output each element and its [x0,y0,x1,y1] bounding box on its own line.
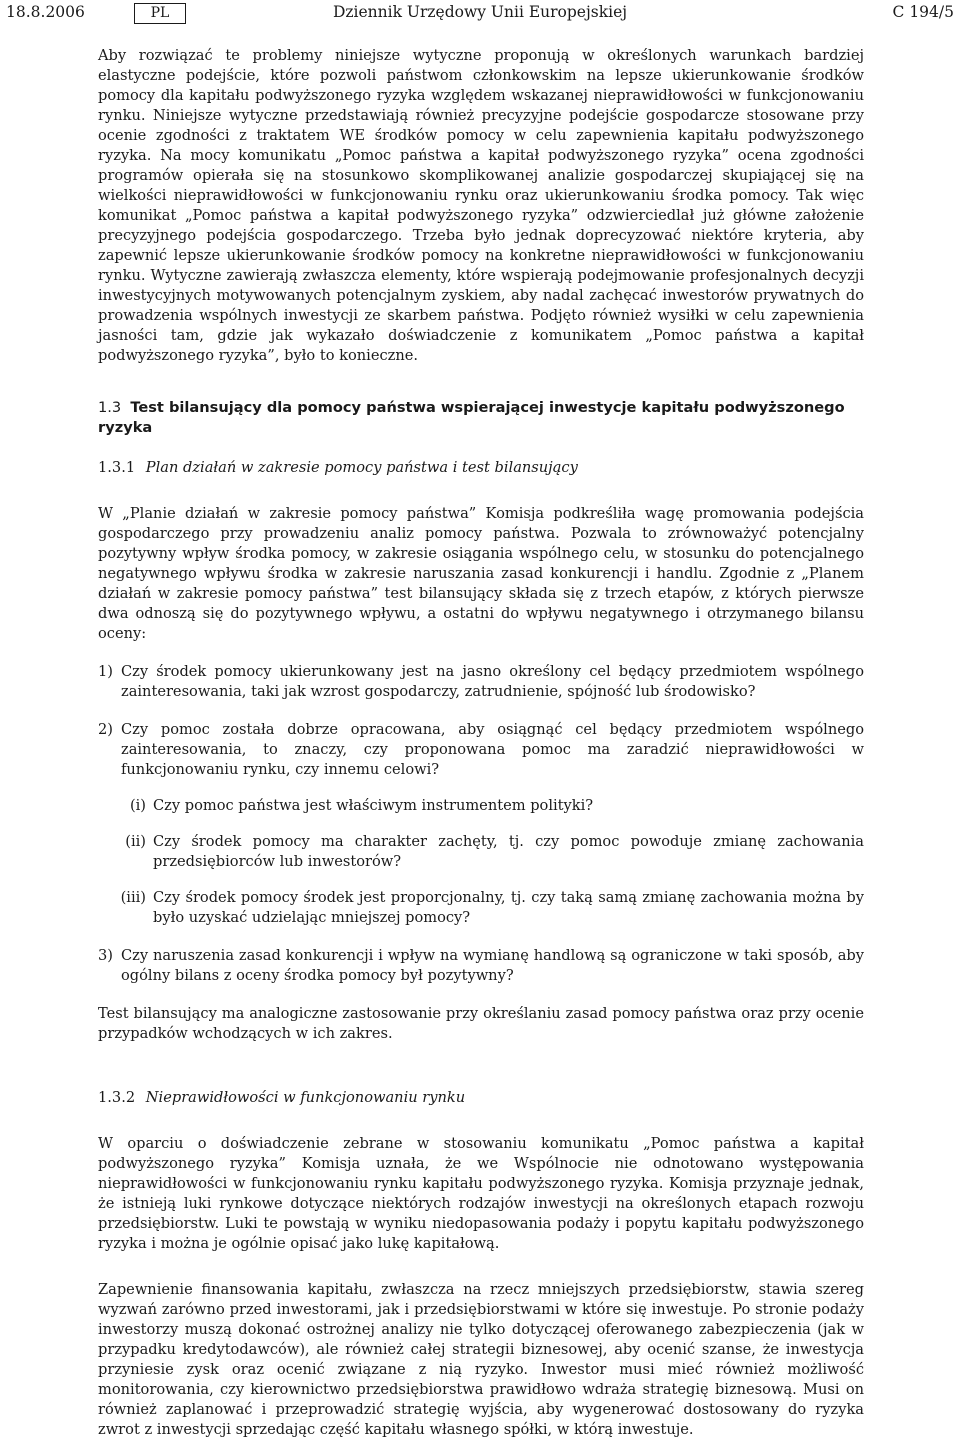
section-heading-1-3 [98,398,864,438]
list-text: Czy środek pomocy ukierunkowany jest na jasno określony cel będący przedmiotem wspólnego zainteresowania, taki jak wzrost gospodarczy, zatrudnienie, spójność lub środowisko? [121,663,864,700]
paragraph: Zapewnienie finansowania kapitału, zwłaszcza na rzecz mniejszych przedsiębiorstw, stawia szereg wyzwań zarówno przed inwestorami, jak i przedsiębiorstwami w które się inwestuje. Po stronie podaży inwestorzy muszą dokonać ostrożnej analizy nie tylko dotyczącej oferowanego zabezpieczenia (jak w przypadku kredytodawców), ale również całej strategii biznesowej, aby ocenić szanse, że inwestycja przyniesie zysk oraz ocenić związane z nią ryzyko. Inwestor musi mieć również możliwość monitorowania, czy kierownictwo przedsiębiorstwa prawidłowo wdraża strategię biznesową. Musi on również zaplanować i przeprowadzić strategię wyjścia, aby wygenerować dostosowany do ryzyka zwrot z inwestycji sprzedając część kapitału własnego spółki, w którą inwestuje. [98,1281,864,1438]
page-number: C 194/5 [892,3,954,21]
journal-title: Dziennik Urzędowy Unii Europejskiej [332,3,628,21]
list-text: Czy naruszenia zasad konkurencji i wpływ na wymianę handlową są ograniczone w taki sposób, aby ogólny bilans z oceny środka pomocy był pozytywny? [121,947,864,984]
sub-list-text: Czy środek pomocy środek jest proporcjonalny, tj. czy taką samą zmianę zachowania można by było uzyskać udzielając mniejszej pomocy? [153,889,864,926]
section-title: Plan działań w zakresie pomocy państwa i test bilansujący [145,459,578,476]
paragraph: W „Planie działań w zakresie pomocy państwa” Komisja podkreśliła wagę promowania podejścia gospodarczego przy prowadzeniu analiz pomocy państwa. Pozwala to zrównoważyć potencjalny pozytywny wpływ środka pomocy, w zakresie osiągania wspólnego celu, w stosunku do potencjalnego negatywnego wpływu środka w zakresie naruszania zasad konkurencji i handlu. Zgodnie z „Planem działań w zakresie pomocy państwa” test bilansujący składa się z trzech etapów, z których pierwsze dwa odnoszą się do pozytywnego wpływu, a ostatni do wpływu negatywnego i otrzymanego bilansu oceny: [98,505,864,642]
sub-list-item [98,832,864,872]
sub-list-text: Czy pomoc państwa jest właściwym instrumentem polityki? [153,797,594,814]
section-title: Nieprawidłowości w funkcjonowaniu rynku [145,1089,466,1106]
list-number: 1) [98,663,113,680]
paragraph: W oparciu o doświadczenie zebrane w stosowaniu komunikatu „Pomoc państwa a kapitał podwyższonego ryzyka” Komisja uznała, że we Wspólnocie nie odnotowano występowania nieprawidłowości w funkcjonowaniu rynku kapitału podwyższonego ryzyka. Komisja przyznaje jednak, że istnieją luki rynkowe dotyczące niektórych rodzajów inwestycji na określonych etapach rozwoju przedsiębiorstw. Luki te powstają w wyniku niedopasowania podaży i popytu kapitału podwyższonego ryzyka i można je ogólnie opisać jako lukę kapitałową. [98,1135,864,1252]
section-title: Test bilansujący dla pomocy państwa wspierającej inwestycje kapitału podwyższonego ryzyka [98,399,845,436]
section-number: 1.3 [98,399,122,416]
list-number: 2) [98,721,113,738]
list-text: Czy pomoc została dobrze opracowana, aby osiągnąć cel będący przedmiotem wspólnego zainteresowania, to znaczy, czy proponowana pomoc ma zaradzić nieprawidłowości w funkcjonowaniu rynku, czy innemu celowi? [121,721,864,778]
sub-list-text: Czy środek pomocy ma charakter zachęty, tj. czy pomoc powoduje zmianę zachowania przedsiębiorców lub inwestorów? [153,833,864,870]
list-number: 3) [98,947,113,964]
section-heading-1-3-2 [98,1088,864,1108]
sub-list-item [98,796,864,816]
sub-list-item [98,888,864,928]
publication-date: 18.8.2006 [6,3,85,21]
paragraph: Test bilansujący ma analogiczne zastosowanie przy określaniu zasad pomocy państwa oraz przy ocenie przypadków wchodzących w ich zakres. [98,1005,864,1042]
sub-list-number: (i) [129,797,146,814]
intro-paragraph: Aby rozwiązać te problemy niniejsze wytyczne proponują w określonych warunkach bardziej elastyczne podejście, które pozwoli państwom członkowskim na lepsze ukierunkowanie środków pomocy dla kapitału podwyższonego ryzyka względem wskazanej nieprawidłowości w funkcjonowaniu rynku. Niniejsze wytyczne przedstawiają również precyzyjne podejście gospodarcze stosowane przy ocenie zgodności z traktatem WE środków pomocy w celu zapewnienia kapitału podwyższonego ryzyka. Na mocy komunikatu „Pomoc państwa a kapitał podwyższonego ryzyka” ocena zgodności programów opierała się na stosunkowo skomplikowanej analizie gospodarczej skupiającej się na wielkości nieprawidłowości w funkcjonowaniu rynku oraz ukierunkowaniu środka pomocy. Tak więc komunikat „Pomoc państwa a kapitał podwyższonego ryzyka” odzwierciedlał już główne założenie precyzyjnego podejścia gospodarczego. Trzeba było jednak doprecyzować niektóre kryteria, aby zapewnić lepsze ukierunkowanie środków pomocy na konkretne nieprawidłowości w funkcjonowaniu rynku. Wytyczne zawierają zwłaszcza elementy, które wspierają podejmowanie profesjonalnych decyzji inwestycyjnych motywowanych potencjalnym zyskiem, aby nadal zachęcać inwestorów prywatnych do prowadzenia wspólnych inwestycji ze skarbem państwa. Podjęto również wysiłki w celu zapewnienia jasności tam, gdzie jak wykazało doświadczenie z komunikatem „Pomoc państwa a kapitał podwyższonego ryzyka”, było to konieczne. [98,47,864,364]
list-item [98,720,864,780]
language-badge: PL [134,3,186,24]
sub-list-number: (iii) [120,889,146,906]
section-number: 1.3.2 [98,1089,136,1106]
section-heading-1-3-1 [98,458,864,478]
page-header [0,3,960,25]
document-body [98,46,864,1440]
sub-list-number: (ii) [125,833,146,850]
list-item [98,946,864,986]
section-number: 1.3.1 [98,459,136,476]
list-item [98,662,864,702]
